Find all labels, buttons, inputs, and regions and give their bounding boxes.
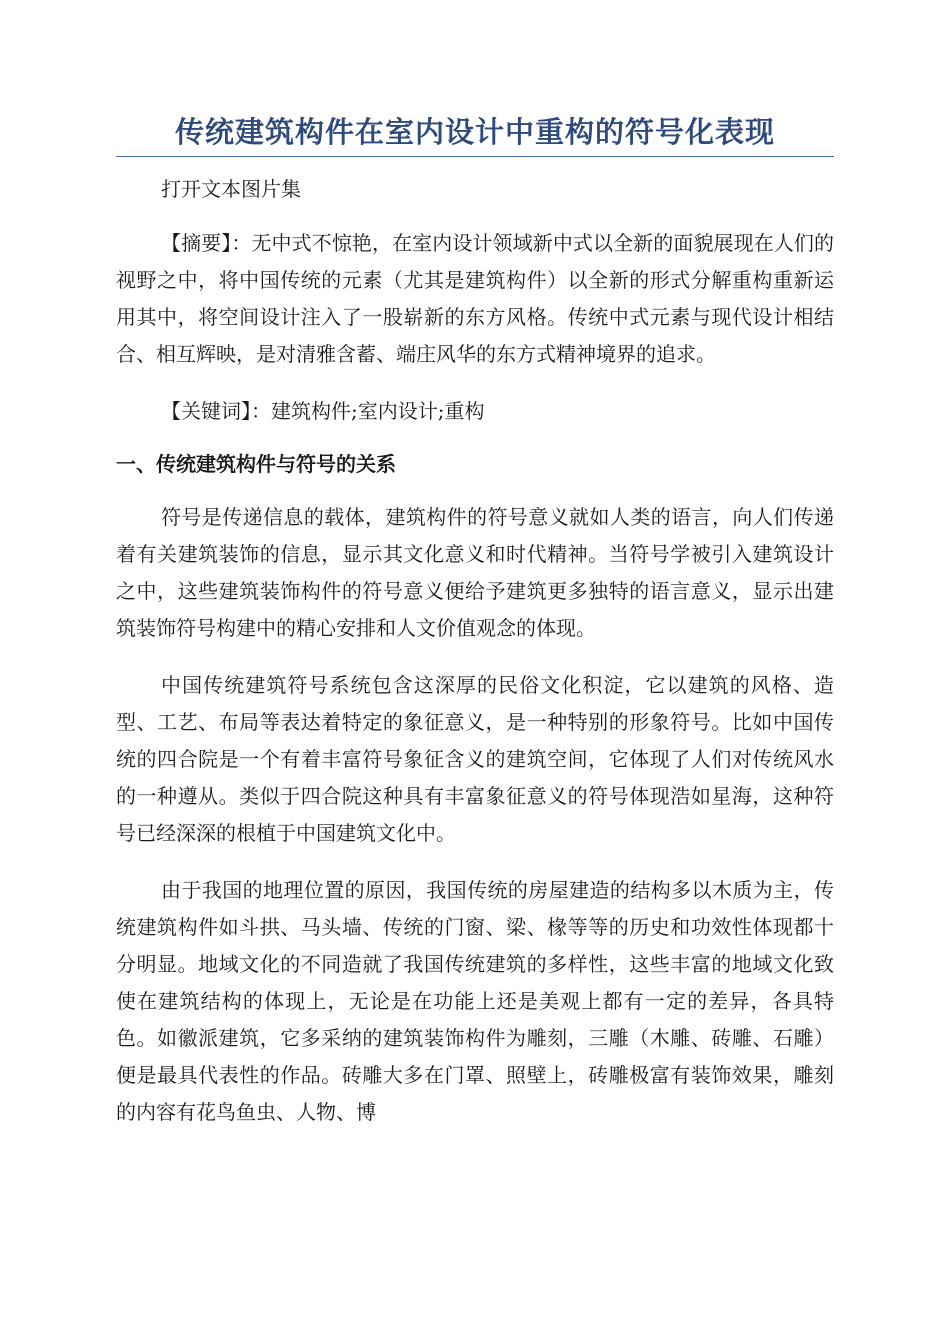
- body-paragraph-3: 由于我国的地理位置的原因，我国传统的房屋建造的结构多以木质为主，传统建筑构件如斗拱、马头墙、传统的门窗、梁、椽等等的历史和功效性体现都十分明显。地域文化的不同造就了我国传统建筑的多样性，这些丰富的地域文化致使在建筑结构的体现上，无论是在功能上还是美观上都有一定的差异，各具特色。如徽派建筑，它多采纳的建筑装饰构件为雕刻，三雕（木雕、砖雕、石雕）便是最具代表性的作品。砖雕大多在门罩、照壁上，砖雕极富有装饰效果，雕刻的内容有花鸟鱼虫、人物、博: [116, 878, 834, 1124]
- section-heading: 一、传统建筑构件与符号的关系: [116, 452, 396, 476]
- title-underline: [116, 156, 834, 157]
- body-paragraph-1: 符号是传递信息的载体，建筑构件的符号意义就如人类的语言，向人们传递着有关建筑装饰的信息，显示其文化意义和时代精神。当符号学被引入建筑设计之中，这些建筑装饰构件的符号意义便给予建筑更多独特的语言意义，显示出建筑装饰符号构建中的精心安排和人文价值观念的体现。: [116, 505, 834, 640]
- document-page: [116, 110, 834, 1151]
- document-title: 传统建筑构件在室内设计中重构的符号化表现: [174, 115, 775, 149]
- open-gallery-link[interactable]: 打开文本图片集: [161, 177, 301, 201]
- abstract-paragraph: 【摘要】：无中式不惊艳，在室内设计领域新中式以全新的面貌展现在人们的视野之中，将中国传统的元素（尤其是建筑构件）以全新的形式分解重构重新运用其中，将空间设计注入了一股崭新的东方风格。传统中式元素与现代设计相结合、相互辉映，是对清雅含蓄、端庄风华的东方式精神境界的追求。: [116, 231, 834, 366]
- keywords-line: 【关键词】：建筑构件;室内设计;重构: [161, 399, 485, 423]
- body-paragraph-2: 中国传统建筑符号系统包含这深厚的民俗文化积淀，它以建筑的风格、造型、工艺、布局等表达着特定的象征意义，是一种特别的形象符号。比如中国传统的四合院是一个有着丰富符号象征含义的建筑空间，它体现了人们对传统风水的一种遵从。类似于四合院这种具有丰富象征意义的符号体现浩如星海，这种符号已经深深的根植于中国建筑文化中。: [116, 673, 834, 845]
